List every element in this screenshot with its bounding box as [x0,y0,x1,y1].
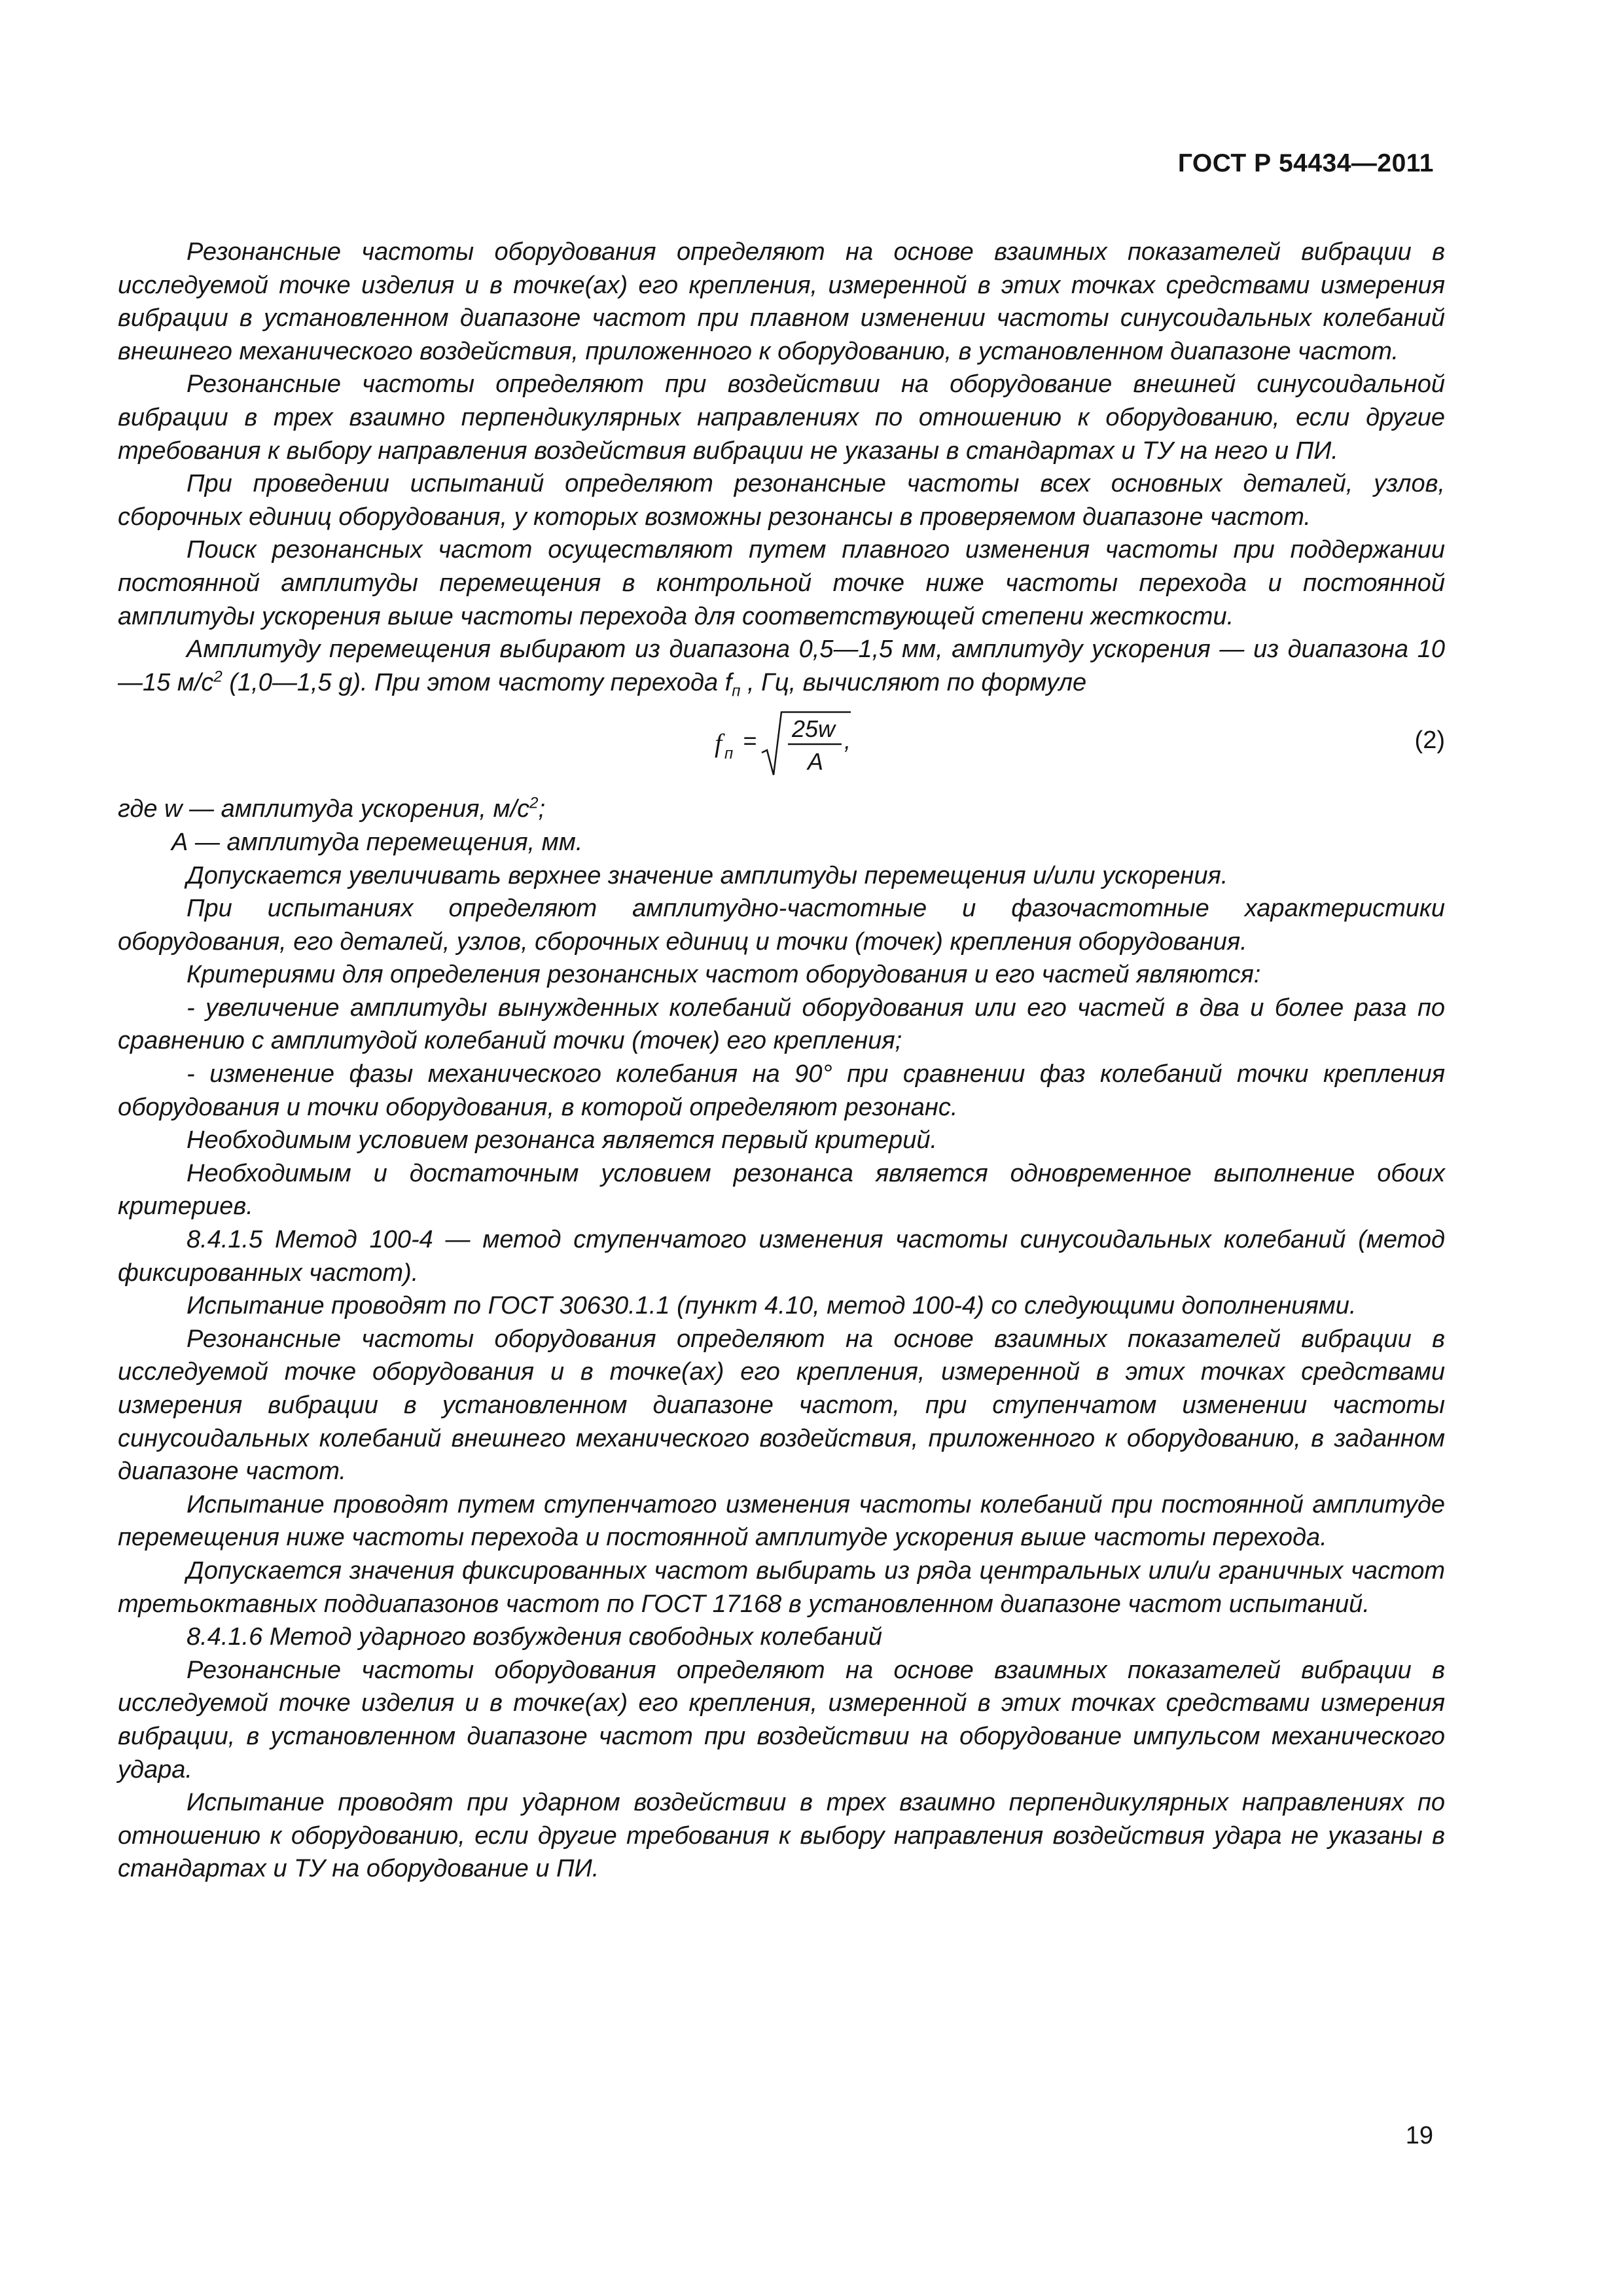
formula-row [118,704,1445,780]
formula-number: (2) [1414,726,1445,755]
text-run: где w — амплитуда ускорения, м/с [118,795,530,823]
formula [713,704,910,780]
formula-lhs: f [715,728,722,759]
list-item: - увеличение амплитуды вынужденных колебаний оборудования или его частей в два и более раза по сравнению с амплитудой колебаний точки (точек) его крепления; [118,994,1445,1055]
paragraph: Испытание проводят при ударном воздействии в трех взаимно перпендикулярных направлениях по отношению к оборудованию, если другие требования к выбору направления воздействия удара не указаны в стандартах и ТУ на оборудование и ПИ. [118,1789,1445,1883]
paragraph: Поиск резонансных частот осуществляют путем плавного изменения частоты при поддержании постоянной амплитуды перемещения в контрольной точке ниже частоты перехода и постоянной амплитуды ускорения выше частоты перехода для соответствующей степени жесткости. [118,536,1445,630]
paragraph: Испытание проводят по ГОСТ 30630.1.1 (пункт 4.10, метод 100-4) со следующими дополнениями. [187,1292,1357,1320]
text-run: Амплитуду перемещения выбирают из диапазона 0,5—1,5 мм, амплитуду ускорения — из диапазона 10—15 м/с [118,636,1445,696]
document-header: ГОСТ Р 54434—2011 [1177,149,1434,177]
paragraph: Резонансные частоты оборудования определяют на основе взаимных показателей вибрации в исследуемой точке изделия и в точке(ах) его крепления, измеренной в этих точках средствами измерения вибрации, в установленном диапазоне частот при воздействии на оборудование импульсом механического удара. [118,1656,1445,1784]
paragraph-with-formula-ref [118,633,1445,699]
formula-denominator: A [808,748,824,776]
superscript: 2 [213,668,223,686]
paragraph: Испытание проводят путем ступенчатого изменения частоты колебаний при постоянной амплитуде перемещения ниже частоты перехода и постоянной амплитуде ускорения выше частоты перехода. [118,1490,1445,1552]
superscript: 2 [529,794,539,812]
paragraph: Необходимым условием резонанса является первый критерий. [187,1126,938,1155]
paragraph: При испытаниях определяют амплитудно-частотные и фазочастотные характеристики оборудования, его деталей, узлов, сборочных единиц и точки (точек) крепления оборудования. [118,895,1445,956]
formula-lhs-subscript: п [724,745,734,763]
paragraph: Допускается значения фиксированных частот выбирать из ряда центральных или/и граничных частот третьоктавных поддиапазонов частот по ГОСТ 17168 в установленном диапазоне частот испытаний. [118,1556,1445,1618]
paragraph: Резонансные частоты определяют при воздействии на оборудование внешней синусоидальной вибрации в трех взаимно перпендикулярных направлениях по отношению к оборудованию, если другие требования к выбору направления воздействия вибрации не указаны в стандартах и ТУ на него и ПИ. [118,370,1445,465]
paragraph: Резонансные частоты оборудования определяют на основе взаимных показателей вибрации в исследуемой точке изделия и в точке(ах) его крепления, измеренной в этих точках средствами измерения вибрации в установленном диапазоне частот при плавном изменении частоты синусоидальных колебаний внешнего механического воздействия, приложенного к оборудованию, в установленном диапазоне частот. [118,238,1445,365]
text-run: , Гц, вычисляют по формуле [740,668,1087,696]
formula-trailing-comma: , [844,727,851,755]
page-number: 19 [1405,2122,1433,2149]
paragraph: Резонансные частоты оборудования определяют на основе взаимных показателей вибрации в исследуемой точке оборудования и в точке(ах) его крепления, измеренной в этих точках средствами измерения вибрации в установленном диапазоне частот, при ступенчатом изменении частоты синусоидальных колебаний внешнего механического воздействия, приложенного к оборудованию, в заданном диапазоне частот. [118,1325,1445,1486]
formula-numerator: 25w [792,715,836,743]
section-heading: 8.4.1.5 Метод 100-4 — метод ступенчатого изменения частоты синусоидальных колебаний (метод фиксированных частот). [118,1226,1445,1287]
section-heading: 8.4.1.6 Метод ударного возбуждения свободных колебаний [187,1623,883,1651]
paragraph: Необходимым и достаточным условием резонанса является одновременное выполнение обоих критериев. [118,1159,1445,1221]
paragraph: Допускается увеличивать верхнее значение амплитуды перемещения и/или ускорения. [187,861,1228,889]
where-clause [118,793,1445,826]
subscript: п [732,682,741,700]
text-run: (1,0—1,5 g). При этом частоту перехода f [222,668,732,696]
list-item: - изменение фазы механического колебания на 90° при сравнении фаз колебаний точки крепления оборудования и точки оборудования, в которой определяют резонанс. [118,1060,1445,1121]
text-run: ; [538,795,546,823]
where-clause: А — амплитуда перемещения, мм. [171,828,583,856]
paragraph: Критериями для определения резонансных частот оборудования и его частей являются: [187,961,1261,989]
formula-equals: = [743,727,757,755]
document-body [118,236,1445,1886]
paragraph: При проведении испытаний определяют резонансные частоты всех основных деталей, узлов, сборочных единиц оборудования, у которых возможны резонансы в проверяемом диапазоне частот. [118,470,1445,531]
